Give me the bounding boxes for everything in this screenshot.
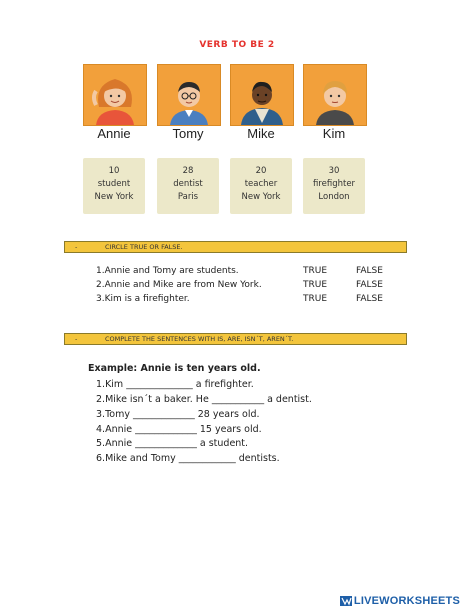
exercise-5[interactable]: 5.Annie _____________ a student. (96, 438, 249, 449)
age: 28 (182, 166, 194, 176)
banner-label: CIRCLE TRUE OR FALSE. (105, 243, 183, 251)
banner-dash: - (75, 243, 78, 251)
name-mike: Mike (247, 126, 275, 141)
job: student (97, 179, 131, 189)
man-glasses-avatar-icon (158, 65, 220, 125)
exercise-2[interactable]: 2.Mike isn´t a baker. He ___________ a dentist. (96, 394, 312, 405)
name-tomy: Tomy (172, 126, 204, 141)
girl-avatar-icon (84, 65, 146, 125)
man-avatar-icon (231, 65, 293, 125)
job: dentist (173, 179, 203, 189)
exercise-1[interactable]: 1.Kim ______________ a firefighter. (96, 379, 254, 390)
section-banner-true-false (64, 241, 407, 253)
mike-portrait (230, 64, 294, 126)
name-annie: Annie (97, 126, 131, 141)
age: 20 (255, 166, 267, 176)
footer-brand: LIVEWORKSHEETS (353, 595, 460, 607)
man-avatar-icon (304, 65, 366, 125)
info-card-kim (303, 158, 365, 214)
liveworksheets-icon (340, 596, 352, 606)
exercise-6[interactable]: 6.Mike and Tomy ____________ dentists. (96, 453, 280, 464)
exercise-4[interactable]: 4.Annie _____________ 15 years old. (96, 424, 262, 435)
kim-portrait (303, 64, 367, 126)
statement-3: 3.Kim is a firefighter. (96, 294, 190, 304)
job: teacher (244, 179, 278, 189)
liveworksheets-logo (340, 595, 460, 607)
banner-label: COMPLETE THE SENTENCES WITH IS, ARE, ISN´T, AREN´T. (105, 335, 294, 343)
statement-1: 1.Annie and Tomy are students. (96, 266, 239, 276)
city: London (318, 192, 350, 202)
annie-portrait (83, 64, 147, 126)
tomy-portrait (157, 64, 221, 126)
info-card-mike (230, 158, 292, 214)
exercise-3[interactable]: 3.Tomy _____________ 28 years old. (96, 409, 260, 420)
banner-dash: - (75, 335, 78, 343)
true-option-1[interactable]: TRUE (303, 266, 328, 276)
statement-2: 2.Annie and Mike are from New York. (96, 280, 262, 290)
false-option-1[interactable]: FALSE (356, 266, 383, 276)
true-option-3[interactable]: TRUE (303, 294, 328, 304)
false-option-3[interactable]: FALSE (356, 294, 383, 304)
city: Paris (177, 192, 199, 202)
info-card-tomy (157, 158, 219, 214)
section-banner-complete (64, 333, 407, 345)
example-sentence: Example: Annie is ten years old. (88, 363, 261, 374)
worksheet-title: VERB TO BE 2 (199, 40, 275, 50)
job: firefighter (312, 179, 356, 189)
city: New York (94, 192, 134, 202)
true-option-2[interactable]: TRUE (303, 280, 328, 290)
age: 10 (108, 166, 120, 176)
false-option-2[interactable]: FALSE (356, 280, 383, 290)
city: New York (241, 192, 281, 202)
info-card-annie (83, 158, 145, 214)
age: 30 (328, 166, 340, 176)
name-kim: Kim (322, 126, 346, 141)
